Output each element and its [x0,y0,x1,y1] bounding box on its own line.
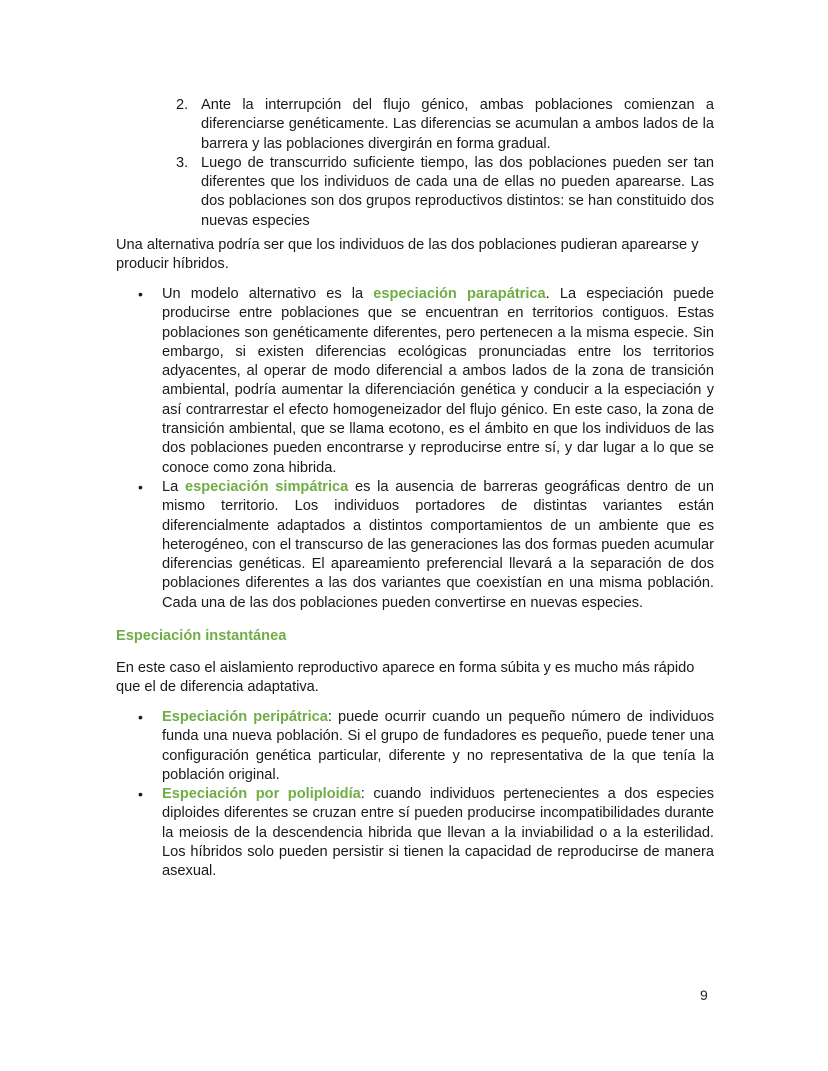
bullet-list-instant-speciation [116,708,714,882]
numbered-list [176,96,714,231]
page-number: 9 [700,987,708,1003]
alternative-paragraph: Una alternativa podría ser que los individuos de las dos poblaciones pudieran aparearse y producir híbridos. [116,237,699,273]
bullet-item-sympatric [116,478,714,613]
bullet-text-post: . La especiación puede producirse entre poblaciones que se encuentran en territorios contiguos. Estas poblaciones son genéticamente diferentes, pero pertenecen a la misma especie. Sin embargo, si existen diferencias ecológicas pronunciadas entre los territorios adyacentes, al operar de modo diferencial a ambos lados de la zona de transición ambiental, podría aumentar la diferenciación genética y conducir a la especiación y así contrarrestar el efecto homogeneizador del flujo génico. En este caso, la zona de transición ambiental, que se llama ecotono, es el ámbito en que los individuos de las dos poblaciones pueden encontrarse y reproducirse entre sí, y dar lugar a lo que se conoce como zona hibrida. [162,286,714,476]
list-number: 3. [176,154,189,171]
bullet-item-peripatric [116,708,714,785]
bullet-icon: • [138,709,143,725]
instant-paragraph: En este caso el aislamiento reproductivo aparece en forma súbita y es mucho más rápido que el de diferencia adaptativa. [116,660,695,696]
list-item [176,96,714,154]
term-highlight: Especiación peripátrica [162,709,328,725]
bullet-list-speciation-models [116,285,714,613]
list-number: 2. [176,97,189,113]
list-item-text: Luego de transcurrido suficiente tiempo, las dos poblaciones pueden ser tan diferentes que los individuos de cada una de ellas no pueden aparearse. Las dos poblaciones son dos grupos reproductivos distintos: se han constituido dos nuevas especies [201,154,714,229]
term-highlight: Especiación por poliploidía [162,786,361,803]
list-item-text: Ante la interrupción del flujo génico, ambas poblaciones comienzan a diferenciarse genéticamente. Las diferencias se acumulan a ambos lados de la barrera y las poblaciones divergirán en forma gradual. [201,97,714,152]
bullet-icon: • [138,286,143,302]
bullet-item-parapatric [116,285,714,478]
term-highlight: especiación parapátrica [373,286,546,302]
bullet-text-post: es la ausencia de barreras geográficas dentro de un mismo territorio. Los individuos portadores de distintas variantes están diferencialmente adaptados a distintos comportamientos de un ambiente que es heterogéneo, con el transcurso de las generaciones las dos formas pueden acumular diferencias genéticas. El apareamiento preferencial llevará a la separación de dos poblaciones diferentes a las dos variantes que coexistían en una misma población. Cada una de las dos poblaciones pueden convertirse en nuevas especies. [162,478,714,611]
bullet-text-post: : puede ocurrir cuando un pequeño número de individuos funda una nueva población. Si el grupo de fundadores es pequeño, puede tener una configuración genética particular, diferente y no representativa de la que tenía la población original. [162,709,714,783]
bullet-icon: • [138,786,143,803]
section-heading: Especiación instantánea [116,628,287,644]
bullet-item-polyploidy [116,785,714,881]
term-highlight: especiación simpátrica [184,478,349,495]
bullet-icon: • [138,478,143,495]
bullet-text-pre: La [162,478,185,495]
bullet-text-post: : cuando individuos pertenecientes a dos especies diploides diferentes se cruzan entre sí pueden producirse incompatibilidades durante la meiosis de la descendencia hibrida que llevan a la inviabilidad o a la esterilidad. Los híbridos solo pueden persistir si tienen la capacidad de reproducirse de manera asexual. [162,786,714,880]
bullet-text-pre: Un modelo alternativo es la [162,286,374,302]
list-item [176,154,714,231]
